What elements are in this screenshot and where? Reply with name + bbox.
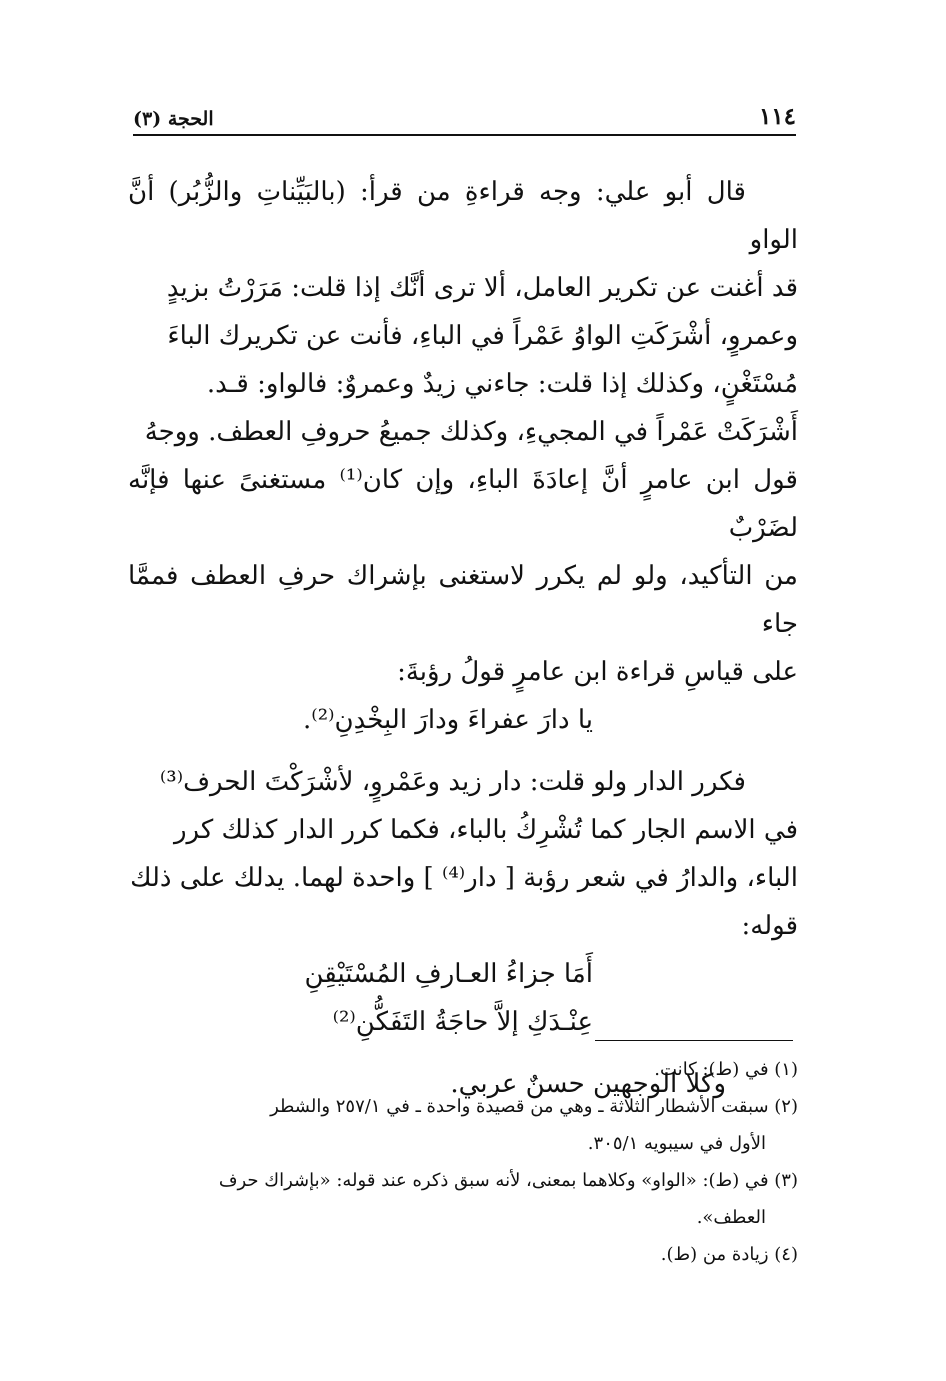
text-line: فكرر الدار ولو قلت: دار زيد وعَمْروٍ، لأشْرَكْتَ الحرف⁽³⁾ bbox=[159, 767, 746, 797]
spacer bbox=[128, 744, 798, 758]
main-text bbox=[128, 168, 798, 1108]
text-line: على قياسِ قراءة ابن عامرٍ قولُ رؤبةَ: bbox=[397, 657, 798, 687]
page-header bbox=[133, 96, 796, 136]
footnote-2: (٢) سبقت الأشطار الثلاثة ـ وهي من قصيدة واحدة ـ في ٢٥٧/١ والشطر bbox=[270, 1096, 798, 1117]
text-line: وعمروٍ، أشْرَكَتِ الواوُ عَمْراً في الباءِ، فأنت عن تكريرك الباءَ bbox=[167, 321, 798, 351]
text-line: قال أبو علي: وجه قراءةِ من قرأ: (بالبَيِّناتِ والزُّبُر) أنَّ الواو bbox=[128, 177, 798, 255]
footnote-1: (١) في (ط): كانت. bbox=[654, 1059, 798, 1080]
text-line: مُسْتَغْنٍ، وكذلك إذا قلت: جاءني زيدٌ وعمروٌ: فالواو: قـد. bbox=[206, 369, 798, 399]
footnote-separator bbox=[595, 1040, 793, 1041]
text-line: في الاسم الجار كما تُشْرِكُ بالباء، فكما كرر الدار كذلك كرر bbox=[173, 815, 798, 845]
page-number: ١١٤ bbox=[758, 103, 796, 130]
text-line: الباء، والدارُ في شعر رؤبة [ دار⁽⁴⁾ ] واحدة لهما. يدلك على ذلك bbox=[130, 863, 798, 893]
text-line: أَشْرَكَتْ عَمْراً في المجيءِ، وكذلك جميعُ حروفِ العطف. ووجهُ bbox=[144, 417, 798, 447]
text-line: وكلا الوجهين حسنٌ عربي. bbox=[450, 1069, 726, 1099]
verse-line: يا دارَ عفراءَ ودارَ البِخْدِنِ⁽²⁾. bbox=[303, 705, 593, 735]
footnote-3-continuation: العطف». bbox=[696, 1207, 766, 1228]
text-line: قد أغنت عن تكرير العامل، ألا ترى أنَّك إذا قلت: مَرَرْتُ بزيدٍ bbox=[166, 273, 798, 303]
footnote-3: (٣) في (ط): «الواو» وكلاهما بمعنى، لأنه سبق ذكره عند قوله: «بإشراك حرف bbox=[218, 1170, 798, 1191]
running-title: الحجة (٣) bbox=[133, 108, 214, 130]
verse-line: أَمَا جزاءُ العـارفِ المُسْتَيْقِنِ bbox=[304, 959, 593, 989]
text-line: قوله: bbox=[741, 911, 798, 941]
verse-line: عِنْـدَكِ إلاَّ حاجَةُ التَفَكُّنِ⁽²⁾ bbox=[332, 1007, 593, 1037]
footnotes bbox=[132, 1051, 798, 1273]
text-line: من التأكيد، ولو لم يكرر لاستغنى بإشراك حرفِ العطف فممَّا جاء bbox=[128, 561, 798, 639]
footnote-4: (٤) زيادة من (ط). bbox=[660, 1244, 798, 1265]
footnote-2-continuation: الأول في سيبويه ٣٠٥/١. bbox=[587, 1133, 766, 1154]
text-line: قول ابن عامرٍ أنَّ إعادَةَ الباءِ، وإن كان⁽¹⁾ مستغنىً عنها فإنَّه لضَرْبٌ bbox=[128, 465, 798, 543]
